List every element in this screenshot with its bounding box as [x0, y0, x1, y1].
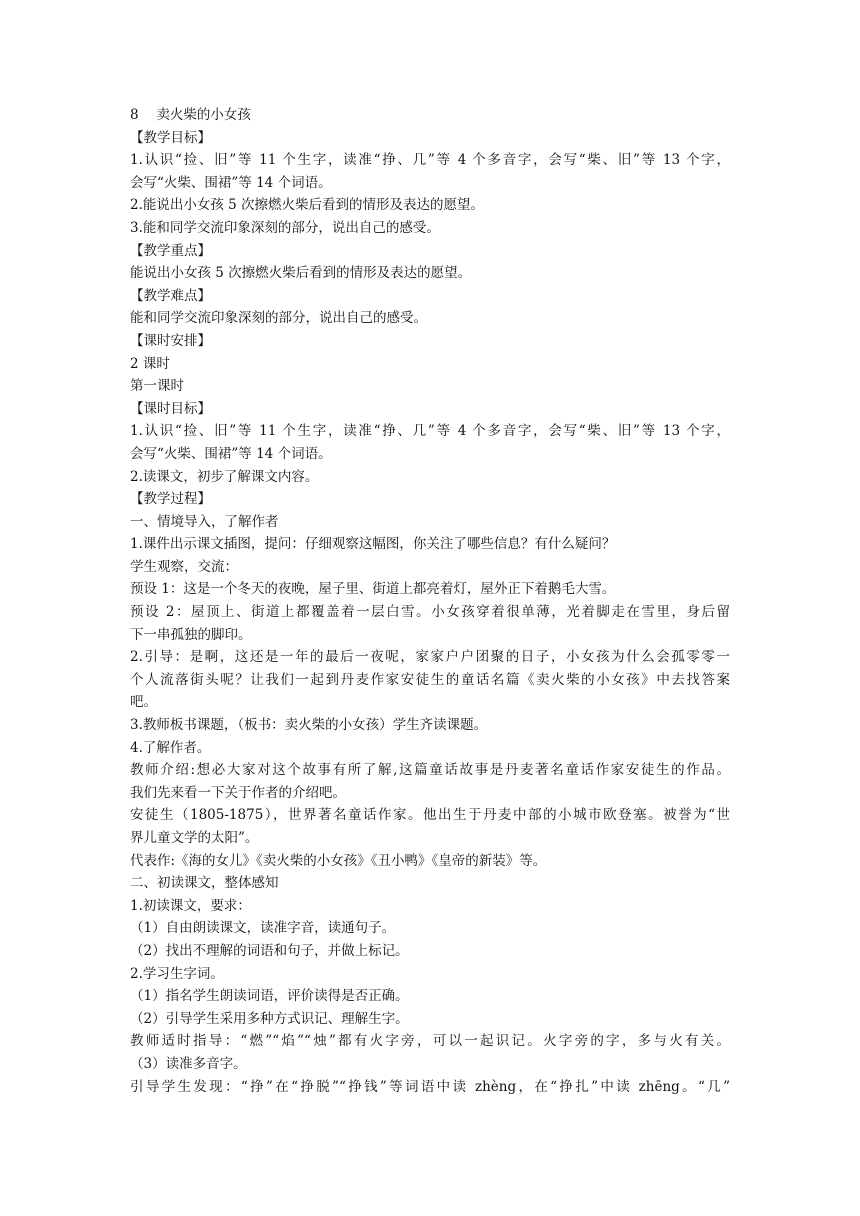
- paragraph-line: （2）引导学生采用多种方式识记、理解生字。: [130, 1010, 409, 1027]
- paragraph-line: 吧。: [130, 694, 157, 711]
- section-heading-key-points: 【教学重点】: [130, 242, 211, 259]
- paragraph-line: 安徒生（1805-1875），世界著名童话作家。他出生于丹麦中部的小城市欧登塞。被誉为“世: [130, 807, 730, 824]
- paragraph-line: 会写“火柴、围裙”等 14 个词语。: [130, 445, 332, 462]
- paragraph-line: 我们先来看一下关于作者的介绍吧。: [130, 784, 346, 801]
- paragraph-line: 1.认识“捡、旧”等 11 个生字，读准“挣、几”等 4 个多音字，会写“柴、旧”等 13 个字，: [130, 423, 730, 440]
- paragraph-line: 3.能和同学交流印象深刻的部分，说出自己的感受。: [130, 219, 440, 236]
- paragraph-line: 个人流落街头呢？让我们一起到丹麦作家安徒生的童话名篇《卖火柴的小女孩》中去找答案: [130, 671, 730, 688]
- paragraph-line: （3）读准多音字。: [130, 1055, 247, 1072]
- period-heading: 第一课时: [130, 378, 184, 395]
- section-heading-process: 【教学过程】: [130, 491, 211, 508]
- subsection-heading: 二、初读课文，整体感知: [130, 875, 279, 892]
- paragraph-line: 2.能说出小女孩 5 次擦燃火柴后看到的情形及表达的愿望。: [130, 197, 485, 214]
- paragraph-line: 4.了解作者。: [130, 739, 211, 756]
- subsection-heading: 一、情境导入，了解作者: [130, 513, 279, 530]
- section-heading-goals: 【教学目标】: [130, 129, 211, 146]
- paragraph-line: （1）自由朗读课文，读准字音，读通句子。: [130, 920, 396, 937]
- paragraph-line: 教师适时指导：“燃”“焰”“烛”都有火字旁，可以一起识记。火字旁的字，多与火有关。: [130, 1033, 730, 1050]
- paragraph-line: 2.读课文，初步了解课文内容。: [130, 468, 319, 485]
- lesson-title: 8 卖火柴的小女孩: [130, 107, 251, 123]
- paragraph-line: 代表作:《海的女儿》《卖火柴的小女孩》《丑小鸭》《皇帝的新装》等。: [130, 852, 547, 869]
- paragraph-line: 能和同学交流印象深刻的部分，说出自己的感受。: [130, 310, 427, 327]
- paragraph-line: 3.教师板书课题，（板书：卖火柴的小女孩）学生齐读课题。: [130, 717, 488, 734]
- paragraph-line: 学生观察，交流：: [130, 558, 238, 575]
- paragraph-line: 1.认识“捡、旧”等 11 个生字，读准“挣、几”等 4 个多音字，会写“柴、旧”等 13 个字，: [130, 152, 730, 169]
- paragraph-line: 引导学生发现：“挣”在“挣脱”“挣钱”等词语中读 zhèng，在“挣扎”中读 zhēng。“几”: [130, 1078, 730, 1095]
- paragraph-line: 1.初读课文，要求：: [130, 897, 251, 914]
- section-heading-period-goals: 【课时目标】: [130, 400, 211, 417]
- paragraph-line: 2.学习生字词。: [130, 965, 224, 982]
- paragraph-line: （1）指名学生朗读词语，评价读得是否正确。: [130, 988, 409, 1005]
- paragraph-line: 会写“火柴、围裙”等 14 个词语。: [130, 174, 332, 191]
- paragraph-line: 能说出小女孩 5 次擦燃火柴后看到的情形及表达的愿望。: [130, 265, 472, 282]
- paragraph-line: 界儿童文学的太阳”。: [130, 830, 259, 846]
- section-heading-difficulties: 【教学难点】: [130, 287, 211, 304]
- paragraph-line: 预设 1：这是一个冬天的夜晚，屋子里、街道上都亮着灯，屋外正下着鹅毛大雪。: [130, 581, 616, 598]
- paragraph-line: 教师介绍:想必大家对这个故事有所了解,这篇童话故事是丹麦著名童话作家安徒生的作品。: [130, 762, 730, 779]
- paragraph-line: 下一串孤独的脚印。: [130, 626, 252, 643]
- paragraph-line: 2 课时: [130, 355, 170, 372]
- document-body: [130, 104, 730, 1098]
- paragraph-line: 预设 2：屋顶上、街道上都覆盖着一层白雪。小女孩穿着很单薄，光着脚走在雪里，身后留: [130, 604, 730, 621]
- paragraph-line: 2.引导：是啊，这还是一年的最后一夜呢，家家户户团聚的日子，小女孩为什么会孤零零一: [130, 649, 730, 666]
- section-heading-schedule: 【课时安排】: [130, 332, 211, 349]
- paragraph-line: 1.课件出示课文插图，提问：仔细观察这幅图，你关注了哪些信息？有什么疑问？: [130, 536, 616, 553]
- paragraph-line: （2）找出不理解的词语和句子，并做上标记。: [130, 942, 409, 959]
